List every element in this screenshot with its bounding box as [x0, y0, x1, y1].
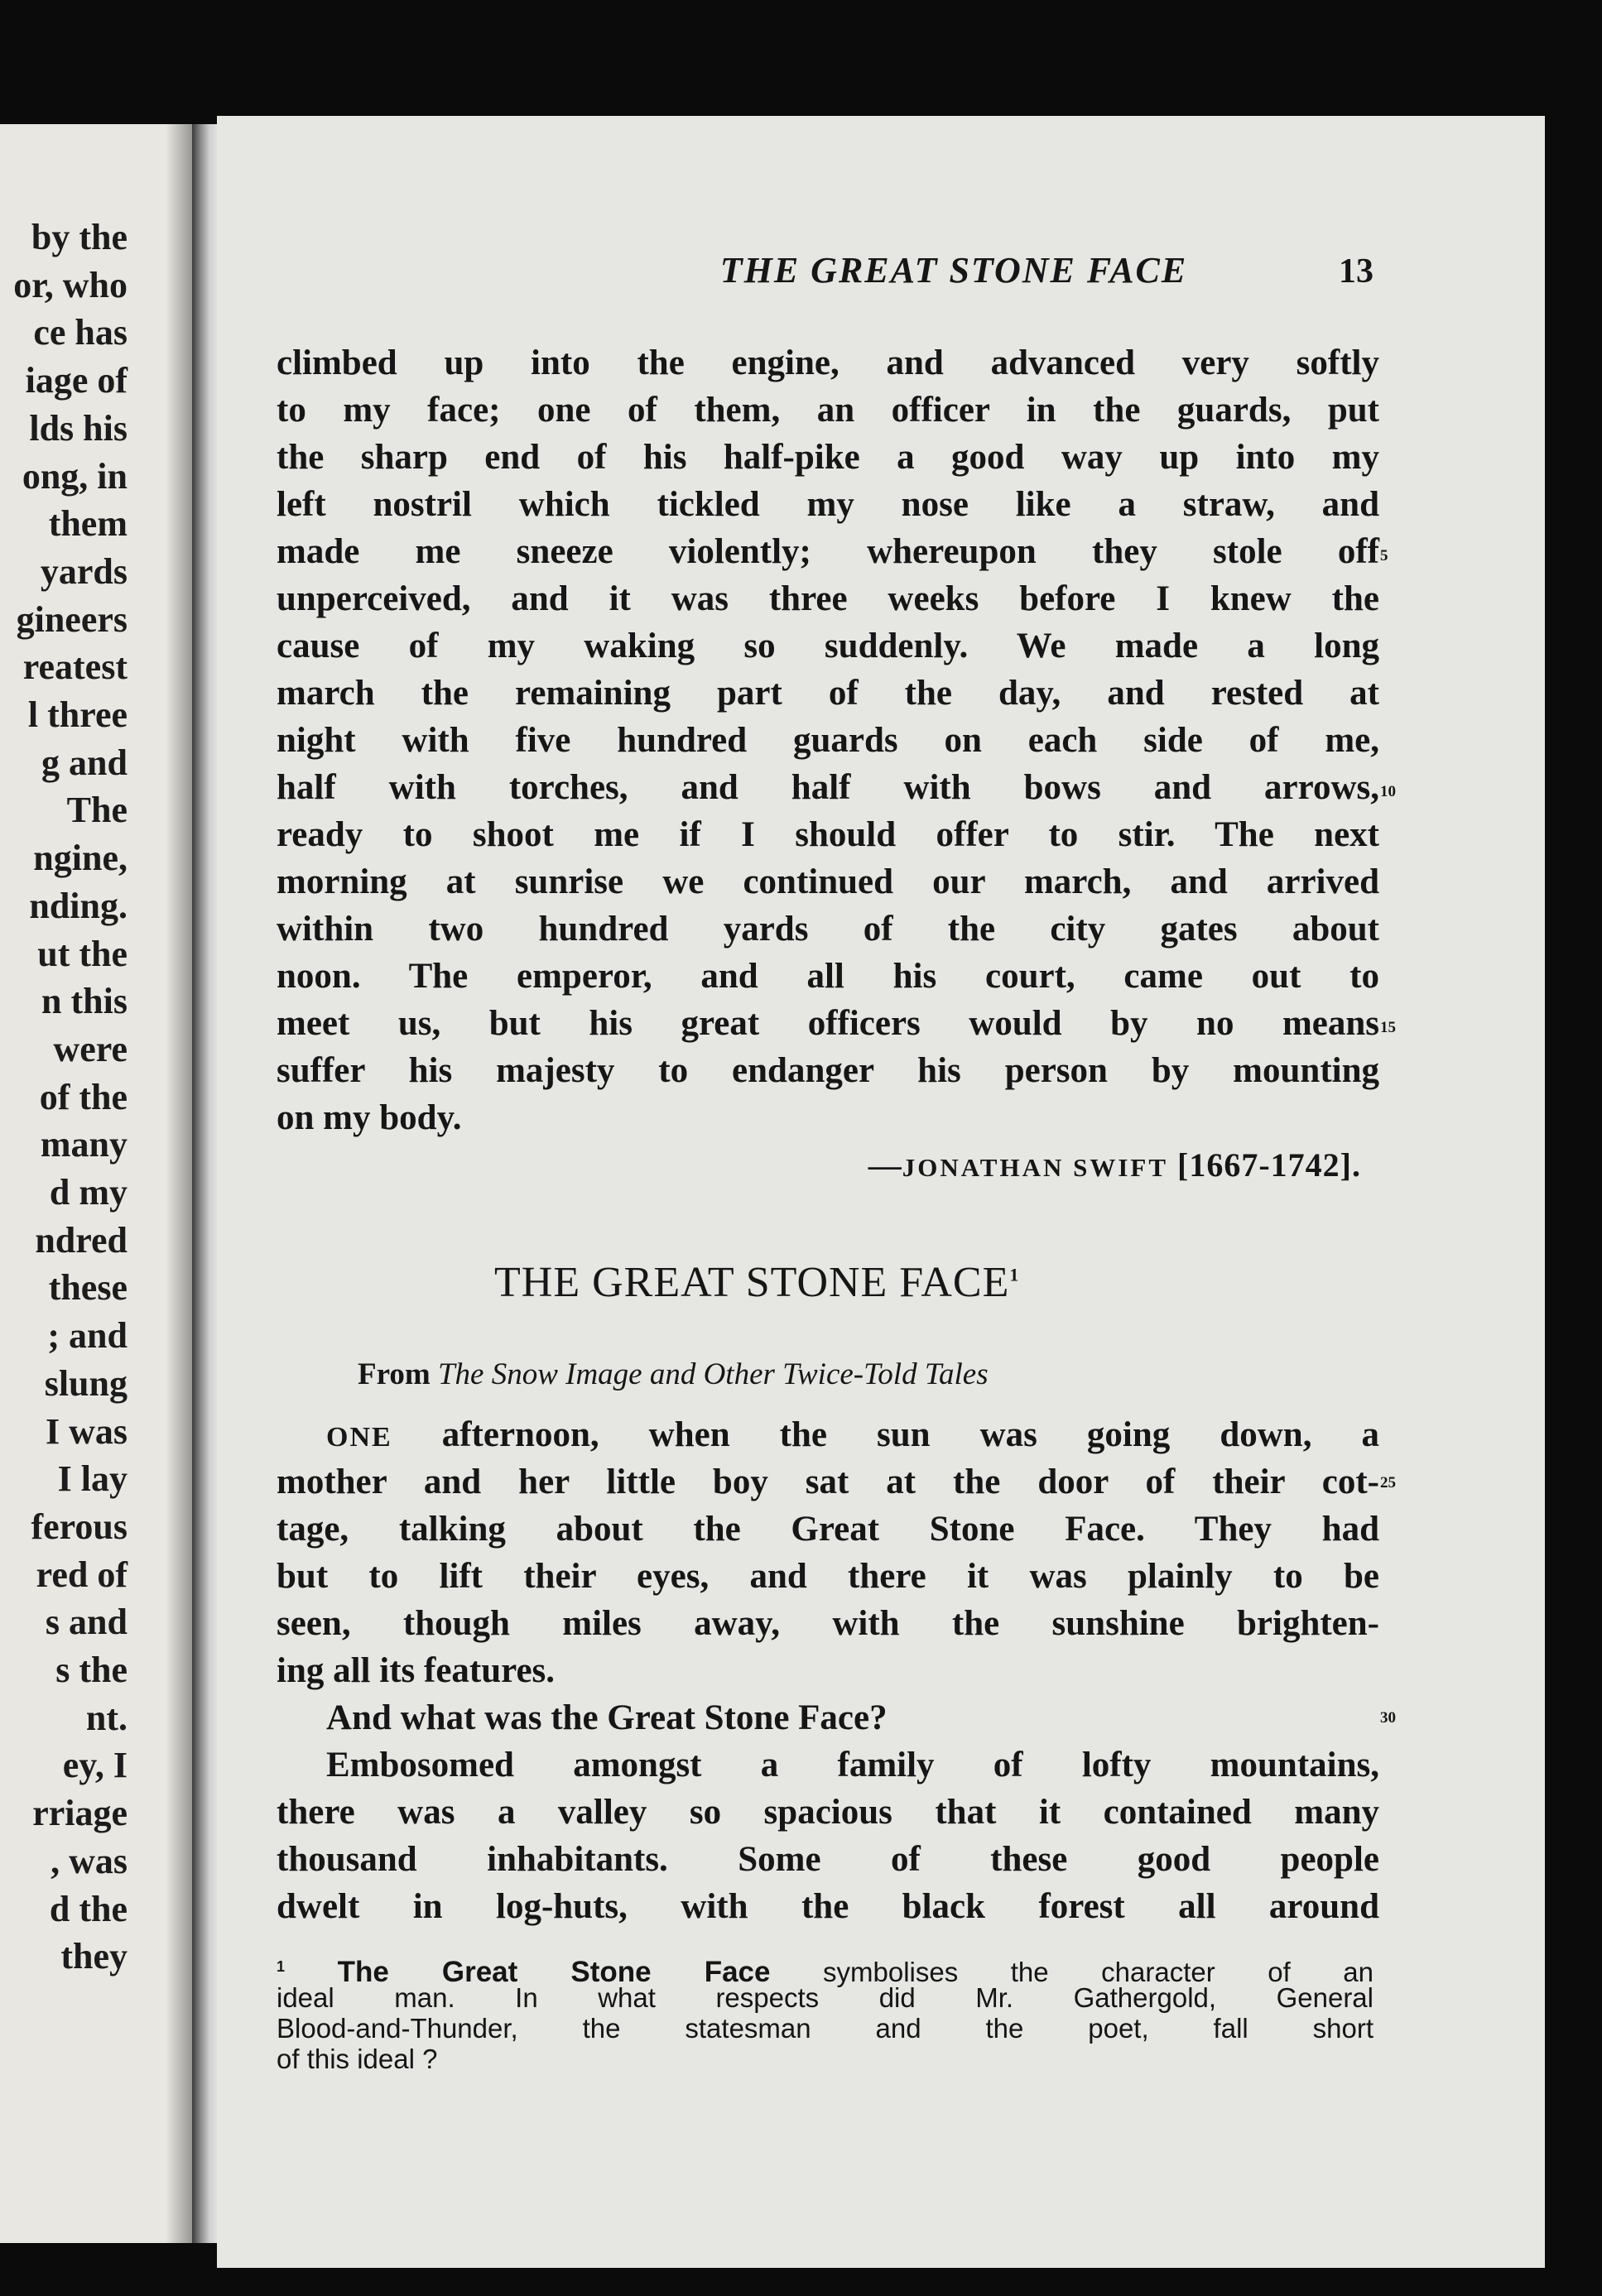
- footnote-line: [277, 1952, 1374, 1988]
- facing-page-line: ce has: [33, 312, 127, 353]
- facing-page-line: by the: [31, 217, 127, 257]
- facing-page-line: s the: [55, 1650, 127, 1690]
- text-line: there was a valley so spacious that it contained many: [277, 1793, 1379, 1832]
- facing-page-line: of the: [39, 1076, 127, 1117]
- text-line: left nostril which tickled my nose like a straw, and: [277, 485, 1379, 524]
- attribution-author: JONATHAN SWIFT: [902, 1153, 1169, 1182]
- line-number-30: 30: [1380, 1709, 1396, 1727]
- facing-page-line: s and: [45, 1602, 127, 1643]
- attribution-dates: [1667-1742].: [1177, 1146, 1361, 1184]
- facing-page-line: ferous: [31, 1506, 127, 1547]
- facing-page-line: gineers: [16, 598, 127, 640]
- facing-page-fragment: [0, 124, 192, 2243]
- text-line: night with five hundred guards on each side of me,: [277, 721, 1379, 760]
- facing-page-line: they: [60, 1936, 127, 1977]
- text-line: meet us, but his great officers would by no means: [277, 1004, 1379, 1043]
- facing-page-line: them: [48, 503, 127, 545]
- text-line: dwelt in log-huts, with the black forest all around: [277, 1887, 1379, 1926]
- footnote-marker: 1: [277, 1958, 286, 1975]
- facing-page-line: red of: [36, 1554, 127, 1595]
- footnote-term: The Great Stone Face: [337, 1956, 771, 1988]
- facing-page-line: ; and: [47, 1315, 127, 1357]
- spine-shadow: [166, 124, 192, 2243]
- facing-page-line: yards: [40, 550, 127, 592]
- text-line: mother and her little boy sat at the door of their cot-: [277, 1463, 1379, 1501]
- book-gutter: [192, 124, 217, 2243]
- facing-page-line: these: [48, 1267, 127, 1309]
- text-line: noon. The emperor, and all his court, came out to: [277, 957, 1379, 996]
- text-line-rest: afternoon, when the sun was going down, a: [392, 1415, 1379, 1454]
- facing-page-line: ngine,: [33, 838, 127, 879]
- opening-small-caps: ONE: [326, 1422, 392, 1453]
- text-line: unperceived, and it was three weeks before I knew the: [277, 579, 1379, 618]
- facing-page-line: ey, I: [62, 1745, 127, 1786]
- text-line: Embosomed amongst a family of lofty mountains,: [326, 1746, 1379, 1784]
- text-line: suffer his majesty to endanger his person by mounting: [277, 1051, 1379, 1090]
- facing-page-line: ong, in: [22, 455, 127, 497]
- text-line: morning at sunrise we continued our march, and arrived: [277, 862, 1379, 901]
- attribution-dash: —: [868, 1146, 902, 1184]
- text-line: on my body.: [277, 1098, 462, 1137]
- footnote-line: of this ideal ?: [277, 2044, 438, 2074]
- text-line: seen, though miles away, with the sunshine brighten-: [277, 1604, 1379, 1643]
- facing-page-line: ndred: [35, 1219, 127, 1261]
- facing-page-line: d the: [49, 1888, 127, 1929]
- line-number-25: 25: [1380, 1474, 1396, 1491]
- swift-passage: [277, 339, 1379, 1141]
- story-title: [494, 1261, 1019, 1304]
- text-line: thousand inhabitants. Some of these good people: [277, 1840, 1379, 1879]
- text-line: ready to shoot me if I should offer to stir. The next: [277, 815, 1379, 854]
- facing-page-line: , was: [51, 1840, 127, 1881]
- attribution: [755, 1146, 1361, 1184]
- book-page: [217, 116, 1545, 2268]
- source-from: From: [358, 1357, 431, 1391]
- story-passage: [277, 1411, 1379, 1930]
- text-line: to my face; one of them, an officer in the guards, put: [277, 391, 1379, 430]
- text-line: [277, 1411, 1379, 1458]
- facing-page-line: iage of: [25, 360, 127, 401]
- facing-page-line: nding.: [29, 885, 127, 926]
- facing-page-line: many: [40, 1124, 127, 1165]
- line-number-10: 10: [1380, 783, 1396, 800]
- facing-page-line: lds his: [29, 407, 127, 449]
- text-line: the sharp end of his half-pike a good way up into my: [277, 438, 1379, 477]
- scan-border: [1545, 116, 1602, 2268]
- facing-page-line: d my: [49, 1172, 127, 1213]
- facing-page-line: or, who: [13, 264, 127, 305]
- text-line: ing all its features.: [277, 1651, 556, 1690]
- running-head: THE GREAT STONE FACE: [719, 250, 1188, 291]
- facing-page-line: The: [66, 790, 127, 831]
- facing-page-line: reatest: [22, 646, 127, 688]
- page-number: 13: [1339, 252, 1373, 291]
- facing-page-line: rriage: [32, 1793, 127, 1834]
- story-title-text: THE GREAT STONE FACE: [494, 1259, 1010, 1306]
- facing-page-line: I lay: [57, 1458, 127, 1500]
- footnote-line: ideal man. In what respects did Mr. Gathergold, General: [277, 1982, 1373, 2013]
- line-number-15: 15: [1380, 1019, 1396, 1036]
- footnote-text: symbolises the character of an: [770, 1957, 1374, 1987]
- facing-page-line: g and: [41, 742, 127, 783]
- text-line: march the remaining part of the day, and rested at: [277, 674, 1379, 713]
- facing-page-line: l three: [27, 694, 127, 735]
- facing-page-line: n this: [41, 981, 127, 1022]
- footnote-ref: 1: [1009, 1264, 1020, 1285]
- source-book-title: The Snow Image and Other Twice-Told Tales: [437, 1357, 989, 1391]
- text-line: within two hundred yards of the city gates about: [277, 910, 1379, 949]
- text-line: cause of my waking so suddenly. We made a long: [277, 627, 1379, 665]
- facing-page-line: slung: [44, 1362, 127, 1404]
- facing-page-line: were: [53, 1028, 127, 1069]
- text-line: climbed up into the engine, and advanced very softly: [277, 343, 1379, 382]
- source-line: [358, 1359, 989, 1390]
- text-line: tage, talking about the Great Stone Face. They had: [277, 1510, 1379, 1549]
- line-number-5: 5: [1380, 547, 1388, 564]
- footnote: [277, 1952, 1373, 2074]
- text-line: And what was the Great Stone Face?: [326, 1698, 888, 1737]
- facing-page-line: ut the: [37, 933, 127, 974]
- text-line: made me sneeze violently; whereupon they stole off: [277, 532, 1379, 571]
- text-line: half with torches, and half with bows and arrows,: [277, 768, 1379, 807]
- facing-page-line: I was: [45, 1410, 127, 1452]
- footnote-line: Blood-and-Thunder, the statesman and the poet, fall short: [277, 2013, 1373, 2044]
- facing-page-line: nt.: [85, 1697, 127, 1738]
- text-line: but to lift their eyes, and there it was plainly to be: [277, 1557, 1379, 1596]
